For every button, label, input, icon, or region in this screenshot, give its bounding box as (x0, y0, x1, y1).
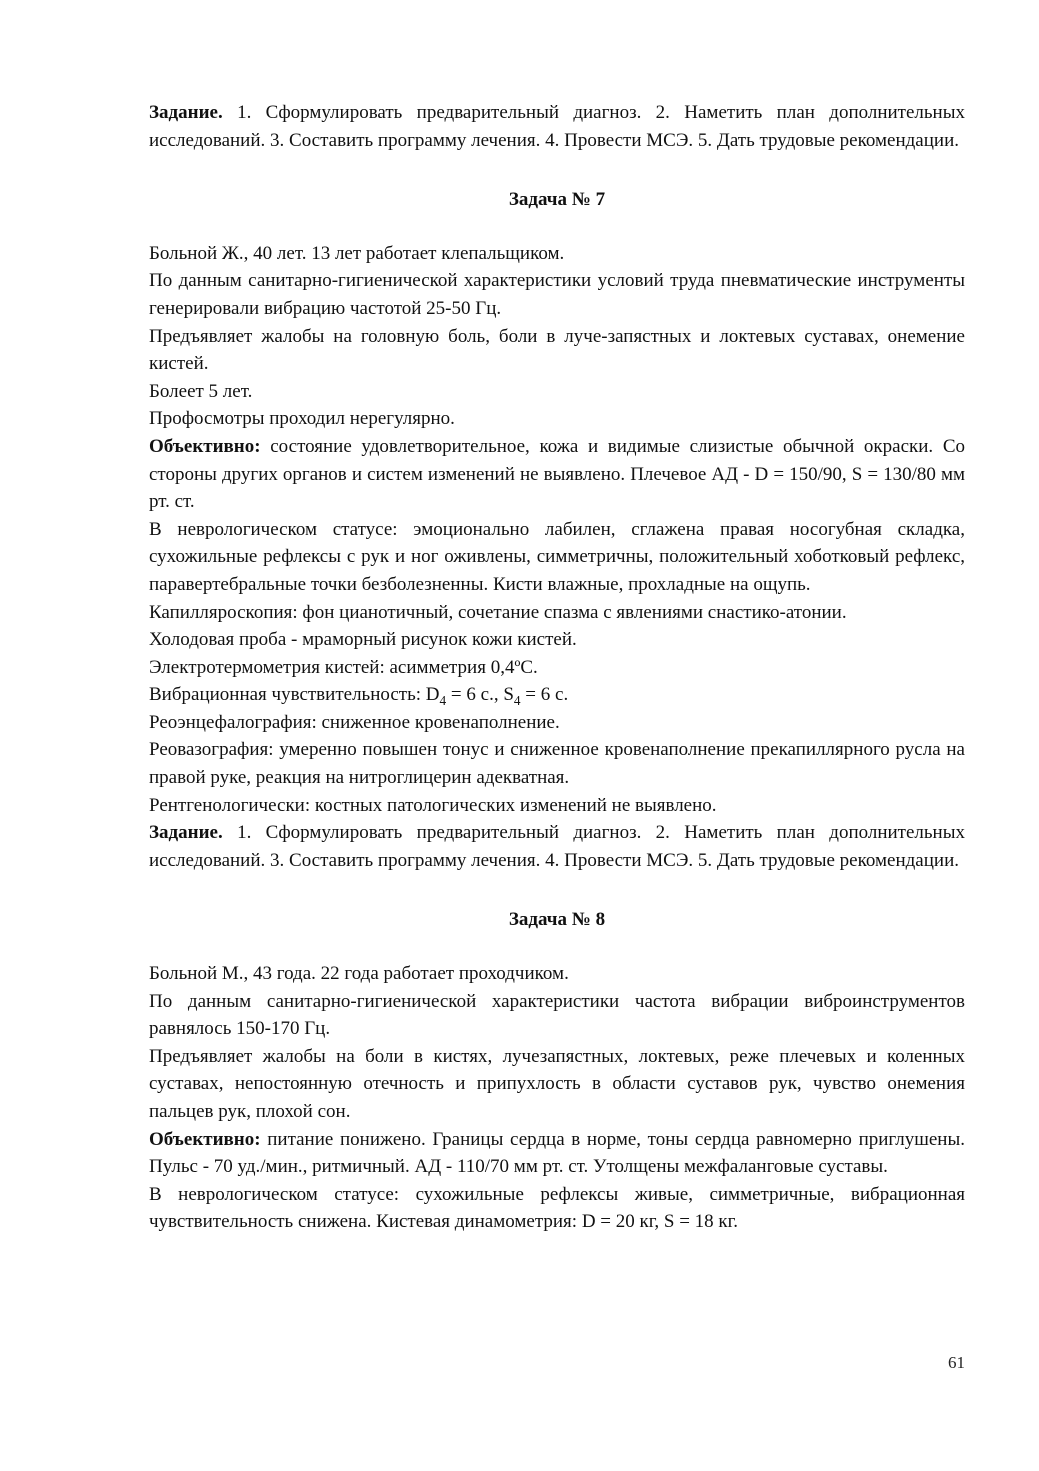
problem-8-objective (149, 1126, 965, 1181)
objective-label: Объективно: (149, 1128, 261, 1150)
problem-7-patient: Больной Ж., 40 лет. 13 лет работает клепальщиком. (149, 242, 565, 264)
objective-text: питание понижено. Границы сердца в норме, тоны сердца равномерно приглушены. Пульс - 70 уд./мин., ритмичный. АД - 110/70 мм рт. ст. Утолщены межфаланговые суставы. (149, 1128, 965, 1178)
objective-text: состояние удовлетворительное, кожа и видимые слизистые обычной окраски. Со стороны других органов и систем изменений не выявлено. Плечевое АД - D = 150/90, S = 130/80 мм рт. ст. (149, 435, 965, 513)
problem-8-patient: Больной М., 43 года. 22 года работает проходчиком. (149, 963, 569, 985)
problem-8-conditions: По данным санитарно-гигиенической характеристики частота вибрации виброинструментов равнялось 150-170 Гц. (149, 990, 965, 1040)
document-page (149, 99, 965, 1236)
problem-7-duration: Болеет 5 лет. (149, 380, 253, 402)
problem-7-heading: Задача № 7 (508, 189, 606, 211)
problem-7-xray: Рентгенологически: костных патологических изменений не выявлено. (149, 794, 717, 816)
problem-7-neuro: В неврологическом статусе: эмоционально лабилен, сглажена правая носогубная складка, сухожильные рефлексы с рук и ног оживлены, симметричны, положительный хоботковый рефлекс, паравертебральные точки безболезненны. Кисти влажные, прохладные на ощупь. (149, 518, 965, 595)
problem-7-rheoencephalography: Реоэнцефалография: сниженное кровенаполнение. (149, 711, 560, 733)
problem-7-task (149, 819, 965, 874)
vib-prefix: Вибрационная чувствительность: D (149, 684, 440, 706)
vib-mid: = 6 с., S (446, 684, 514, 706)
problem-7-cold-test: Холодовая проба - мраморный рисунок кожи кистей. (149, 629, 577, 651)
problem-8-neuro: В неврологическом статусе: сухожильные рефлексы живые, симметричные, вибрационная чувствительность снижена. Кистевая динамометрия: D = 20 кг, S = 18 кг. (149, 1183, 965, 1233)
problem-7-conditions: По данным санитарно-гигиенической характеристики условий труда пневматические инструменты генерировали вибрацию частотой 25-50 Гц. (149, 270, 965, 319)
problem-8-heading: Задача № 8 (508, 909, 606, 931)
page-number: 61 (948, 1353, 965, 1372)
problem-7-vibration (149, 681, 965, 709)
problem-7-rheovasography: Реовазография: умеренно повышен тонус и сниженное кровенаполнение прекапиллярного русла на правой руке, реакция на нитроглицерин адекватная. (149, 739, 965, 789)
task-label: Задание. (149, 102, 223, 123)
vib-sub-d: 4 (439, 693, 447, 709)
problem-7-objective (149, 433, 965, 516)
problem-7-complaints: Предъявляет жалобы на головную боль, боли в луче-запястных и локтевых суставах, онемение кистей. (149, 325, 965, 375)
task-text: 1. Сформулировать предварительный диагноз. 2. Наметить план дополнительных исследований. 3. Составить программу лечения. 4. Провести МСЭ. 5. Дать трудовые рекомендации. (149, 822, 965, 871)
objective-label: Объективно: (149, 435, 261, 457)
vib-suffix: = 6 с. (520, 684, 569, 706)
task-label: Задание. (149, 822, 223, 844)
problem-7-checkups: Профосмотры проходил нерегулярно. (149, 408, 455, 430)
task-paragraph-intro (149, 99, 965, 154)
problem-8-complaints: Предъявляет жалобы на боли в кистях, лучезапястных, локтевых, реже плечевых и коленных суставах, непостоянную отечность и припухлость в области суставов рук, чувство онемения пальцев рук, плохой сон. (149, 1045, 965, 1122)
problem-7-thermometry: Электротермометрия кистей: асимметрия 0,4ºС. (149, 656, 538, 678)
task-text: 1. Сформулировать предварительный диагноз. 2. Наметить план дополнительных исследований. 3. Составить программу лечения. 4. Провести МСЭ. 5. Дать трудовые рекомендации. (149, 102, 965, 151)
problem-7-capillaroscopy: Капилляроскопия: фон цианотичный, сочетание спазма с явлениями снастико-атонии. (149, 601, 847, 623)
vib-sub-s: 4 (513, 693, 521, 709)
